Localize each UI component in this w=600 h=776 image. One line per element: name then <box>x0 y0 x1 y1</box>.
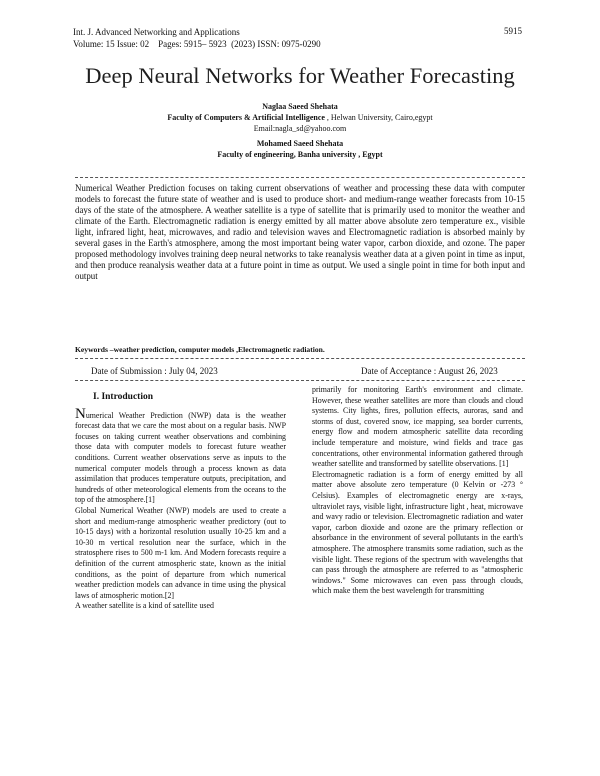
divider <box>75 177 525 178</box>
paragraph: Electromagnetic radiation is a form of energy emitted by all matter above absolute zero temperature (0 Kelvin or -273 ° Celsius). Examples of electromagnetic energy are x-rays, ultraviolet rays, visible light, infrastructure light , heat, microwave and wavy radio or television. Electromagnetic radiation and water vapor, carbon dioxide and ozone are the primary reflection or absorbance in the environment of several pollutants in the earth's atmosphere. The atmosphere transmits some radiation, such as the visible light. These regions of the spectrum with wavelengths that can pass through the atmosphere are referred to as "atmospheric windows." Some microwaves can even pass through clouds, which make them the best wavelength for transmitting <box>312 469 523 596</box>
drop-cap: N <box>75 405 86 422</box>
affiliation-faculty: Faculty of engineering, Banha university , <box>217 150 363 159</box>
author-block <box>0 101 600 160</box>
journal-name: Int. J. Advanced Networking and Applications <box>73 27 240 37</box>
paragraph: A weather satellite is a kind of satellite used <box>75 601 214 611</box>
divider <box>75 380 525 381</box>
paragraph-text: umerical Weather Prediction (NWP) data is the weather forecast data that we care the most about on a regular basis. NWP focuses on taking current weather observations and combining those data with computer models to forecast future weather conditions. Current weather observations serve as inputs to the numerical computer models through a process known as data assimilation that produces temperature outputs, precipitation, and hundreds of other meteorological elements from the oceans to the top of the atmosphere.[1] <box>75 410 286 505</box>
author-affiliation <box>0 112 600 123</box>
affiliation-country: Egypt <box>362 150 383 159</box>
paragraph: primarily for monitoring Earth's environment and climate. However, these weather satellites are more than clouds and cloud systems. City lights, fires, pollution effects, auroras, sand and storms of dust, covered snow, ice mapping, sea border currents, energy flow and modern atmospheric satellite data recording include temperature and moisture, wind fields and trace gas concentrations, other environmental information gathered through weather satellite and transformed by satellite observations. [1] <box>312 385 523 469</box>
acceptance-date: Date of Acceptance : August 26, 2023 <box>361 366 498 376</box>
left-column <box>75 392 286 612</box>
volume-info: Volume: 15 Issue: 02 Pages: 5915– 5923 (2023) ISSN: 0975-0290 <box>73 39 321 49</box>
abstract: Numerical Weather Prediction focuses on taking current observations of weather and processing these data with computer models to forecast the future state of weather and is used to produce short- and medium-range weather forecasts from 10-15 days of the state of the atmosphere. A weather satellite is a type of satellite that is primarily used to monitor the weather and climate of the Earth. Electromagnetic radiation is energy emitted by all matter above absolute zero temperature ex., visible light, infrared light, heat, microwaves, and radio and television waves and Electromagnetic radiation is absorbed mainly by several gases in the Earth's atmosphere, among the most important being water vapor, carbon dioxide, and ozone. The paper proposed methodology involves training deep neural networks to take reanalysis weather data at a given point in time as input, and then produce reanalysis weather data at a future point in time as output. We used a single point in time for both input and output <box>75 183 525 281</box>
section-heading: I. Introduction <box>93 392 154 402</box>
author-email: Email:nagla_sd@yahoo.com <box>253 124 347 133</box>
submission-date: Date of Submission : July 04, 2023 <box>91 366 218 376</box>
paragraph <box>75 405 286 506</box>
keywords: Keywords –weather prediction, computer models ,Electromagnetic radiation. <box>75 345 325 354</box>
affiliation-faculty: Faculty of Computers & Artificial Intelligence <box>167 113 325 122</box>
paragraph: Global Numerical Weather (NWP) models are used to create a short and medium-range atmospheric weather predictory (out to 10-15 days) with a horizontal resolution usually 10-25 km and a 10-30 m vertical resolution near the surface, which in the stratosphere rises to 500 m-1 km. And Modern forecasts require a definition of the current atmospheric state, known as the initial conditions, as the point of departure from which numerical weather prediction models can advance in time using the physical laws of atmospheric motion.[2] <box>75 505 286 600</box>
running-header <box>73 26 321 50</box>
author-name: Naglaa Saeed Shehata <box>262 102 338 111</box>
page-number: 5915 <box>504 26 522 36</box>
author-name: Mohamed Saeed Shehata <box>256 139 344 148</box>
author-affiliation <box>0 149 600 160</box>
affiliation-university: , Helwan University, Cairo,egypt <box>324 113 433 122</box>
divider <box>75 358 525 359</box>
paper-title: Deep Neural Networks for Weather Forecasting <box>85 63 515 88</box>
right-column <box>312 385 523 597</box>
